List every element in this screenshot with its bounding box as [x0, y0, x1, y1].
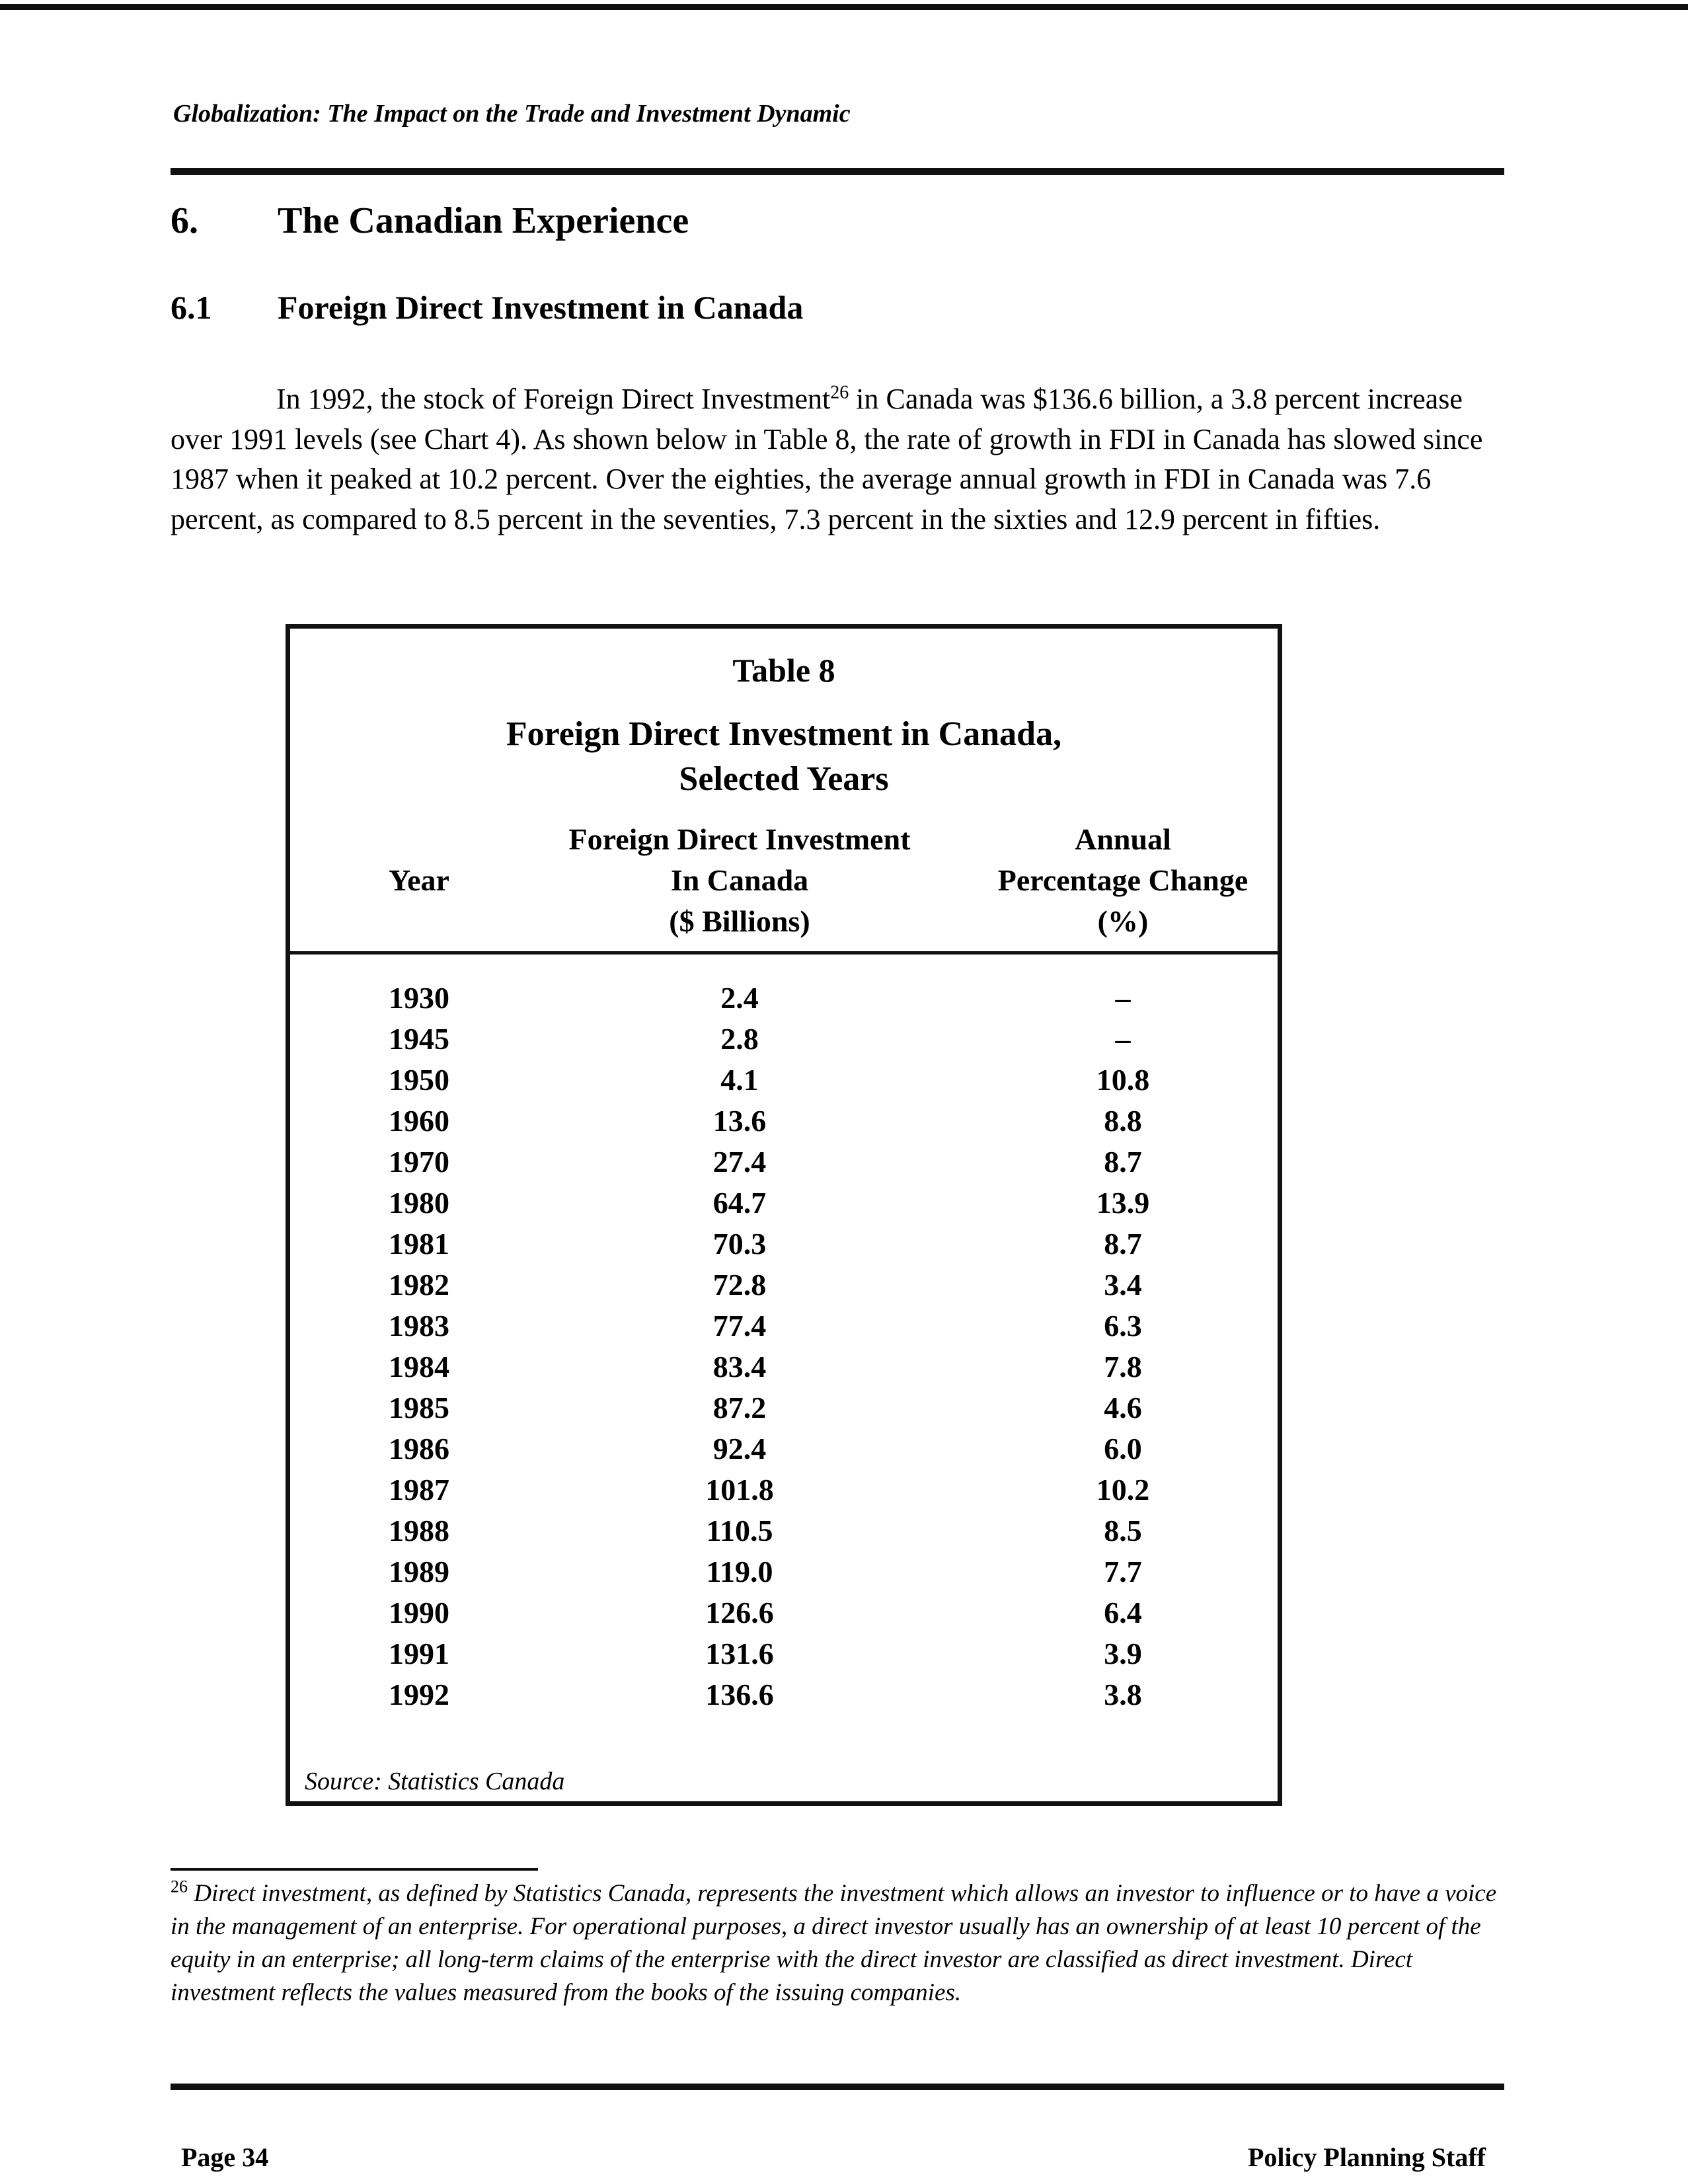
- cell-fdi: 27.4: [712, 1145, 767, 1179]
- cell-fdi: 92.4: [712, 1432, 767, 1465]
- cell-pct: 4.6: [1104, 1391, 1142, 1424]
- cell-fdi: 2.4: [720, 981, 759, 1015]
- cell-year: 1991: [389, 1637, 449, 1670]
- cell-pct: 6.4: [1104, 1596, 1142, 1629]
- header-rule: [171, 168, 1504, 175]
- column-header-fdi-line2: In Canada: [670, 863, 809, 897]
- cell-fdi: 87.2: [712, 1391, 767, 1424]
- cell-year: 1970: [389, 1145, 449, 1179]
- table-row: [290, 1103, 1278, 1144]
- table-row: [290, 1349, 1278, 1390]
- cell-pct: 7.7: [1104, 1555, 1142, 1588]
- cell-pct: –: [1115, 1022, 1131, 1056]
- cell-year: 1945: [389, 1022, 449, 1056]
- body-paragraph: [171, 379, 1512, 539]
- column-header-pct-line2: Percentage Change: [997, 863, 1248, 897]
- cell-year: 1981: [389, 1227, 449, 1261]
- footnote: [171, 1877, 1519, 2009]
- cell-year: 1930: [389, 981, 449, 1015]
- cell-year: 1986: [389, 1432, 449, 1465]
- cell-fdi: 110.5: [706, 1514, 773, 1547]
- table-row: [290, 1185, 1278, 1226]
- table-header-rule: [290, 951, 1278, 955]
- footnote-reference: 26: [830, 382, 849, 403]
- column-header-pct: [964, 819, 1282, 942]
- subsection-title: Foreign Direct Investment in Canada: [278, 289, 804, 326]
- table-row: [290, 1062, 1278, 1103]
- footnote-rule: [171, 1868, 538, 1871]
- cell-year: 1989: [389, 1555, 449, 1588]
- footnote-number: 26: [171, 1877, 188, 1896]
- table-row: [290, 1513, 1278, 1554]
- cell-year: 1960: [389, 1104, 449, 1138]
- cell-year: 1984: [389, 1350, 449, 1384]
- table-row: [290, 1636, 1278, 1677]
- column-header-pct-line1: Annual: [1075, 822, 1171, 856]
- cell-year: 1983: [389, 1309, 449, 1343]
- cell-year: 1980: [389, 1186, 449, 1220]
- table-row: [290, 1226, 1278, 1267]
- cell-fdi: 70.3: [712, 1227, 767, 1261]
- table-row: [290, 1144, 1278, 1185]
- cell-pct: 3.8: [1104, 1678, 1142, 1711]
- cell-pct: 8.5: [1104, 1514, 1142, 1547]
- section-number: 6.: [171, 200, 198, 241]
- cell-fdi: 131.6: [705, 1637, 774, 1670]
- cell-year: 1985: [389, 1391, 449, 1424]
- table-caption-line2: Selected Years: [679, 760, 889, 798]
- cell-fdi: 126.6: [705, 1596, 774, 1629]
- cell-fdi: 13.6: [712, 1104, 767, 1138]
- table-row: [290, 1390, 1278, 1431]
- cell-pct: 8.8: [1104, 1104, 1142, 1138]
- table-caption-line1: Foreign Direct Investment in Canada,: [506, 715, 1062, 753]
- cell-pct: 3.4: [1104, 1268, 1142, 1302]
- cell-fdi: 2.8: [720, 1022, 759, 1056]
- cell-fdi: 64.7: [712, 1186, 767, 1220]
- table-source: Source: Statistics Canada: [305, 1768, 565, 1795]
- column-header-fdi-line1: Foreign Direct Investment: [568, 822, 911, 856]
- cell-pct: 8.7: [1104, 1227, 1142, 1261]
- cell-fdi: 83.4: [712, 1350, 767, 1384]
- footer-organization: Policy Planning Staff: [1247, 2142, 1486, 2172]
- table-body: [290, 980, 1278, 1718]
- section-heading: [171, 200, 689, 242]
- cell-pct: –: [1115, 981, 1131, 1015]
- table-row: [290, 1677, 1278, 1718]
- column-header-year: Year: [389, 863, 449, 897]
- paragraph-text-end: in Canada was $136.6 billion, a 3.8 percent increase over 1991 levels (see Chart 4). As shown below in Table 8, the rate of growth in FDI in Canada has slowed since 1987 when it peaked at 10.2 percent. Over the eighties, the average annual growth in FDI in Canada was 7.6 percent, as compared to 8.5 percent in the seventies, 7.3 percent in the sixties and 12.9 percent in fifties.: [171, 383, 1483, 535]
- cell-pct: 10.8: [1096, 1063, 1150, 1097]
- footer-rule: [171, 2084, 1504, 2090]
- cell-year: 1950: [389, 1063, 449, 1097]
- section-title: The Canadian Experience: [278, 200, 689, 241]
- table-row: [290, 1267, 1278, 1308]
- table-row: [290, 1431, 1278, 1472]
- cell-pct: 10.2: [1096, 1473, 1150, 1506]
- column-header-pct-line3: (%): [1097, 904, 1149, 938]
- cell-pct: 13.9: [1096, 1186, 1150, 1220]
- table-row: [290, 1554, 1278, 1595]
- paragraph-text-start: In 1992, the stock of Foreign Direct Investment: [276, 383, 831, 415]
- subsection-heading: [171, 288, 803, 327]
- cell-fdi: 4.1: [720, 1063, 759, 1097]
- page-number: Page 34: [181, 2142, 269, 2172]
- cell-fdi: 72.8: [712, 1268, 767, 1302]
- cell-fdi: 77.4: [712, 1309, 767, 1343]
- table-row: [290, 980, 1278, 1021]
- cell-pct: 8.7: [1104, 1145, 1142, 1179]
- top-rule: [0, 4, 1688, 10]
- column-header-fdi: [515, 819, 964, 942]
- cell-year: 1992: [389, 1678, 449, 1711]
- table-row: [290, 1472, 1278, 1513]
- cell-fdi: 119.0: [706, 1555, 773, 1588]
- cell-fdi: 101.8: [705, 1473, 774, 1506]
- table-row: [290, 1308, 1278, 1349]
- cell-year: 1987: [389, 1473, 449, 1506]
- cell-pct: 7.8: [1104, 1350, 1142, 1384]
- table-row: [290, 1021, 1278, 1062]
- cell-pct: 3.9: [1104, 1637, 1142, 1670]
- column-header-fdi-line3: ($ Billions): [669, 904, 810, 938]
- cell-pct: 6.0: [1104, 1432, 1142, 1465]
- table-row: [290, 1595, 1278, 1636]
- cell-year: 1988: [389, 1514, 449, 1547]
- cell-year: 1990: [389, 1596, 449, 1629]
- subsection-number: 6.1: [171, 289, 212, 326]
- footnote-text: Direct investment, as defined by Statistics Canada, represents the investment which allows an investor to influence or to have a voice in the management of an enterprise. For operational purposes, a direct investor usually has an ownership of at least 10 percent of the equity in an enterprise; all long-term claims of the enterprise with the direct investor are classified as direct investment. Direct investment reflects the values measured from the books of the issuing companies.: [171, 1880, 1497, 2006]
- running-header: Globalization: The Impact on the Trade and Investment Dynamic: [173, 100, 851, 128]
- cell-pct: 6.3: [1104, 1309, 1142, 1343]
- cell-fdi: 136.6: [705, 1678, 774, 1711]
- table-8: [286, 624, 1282, 1806]
- cell-year: 1982: [389, 1268, 449, 1302]
- table-label: Table 8: [732, 652, 835, 689]
